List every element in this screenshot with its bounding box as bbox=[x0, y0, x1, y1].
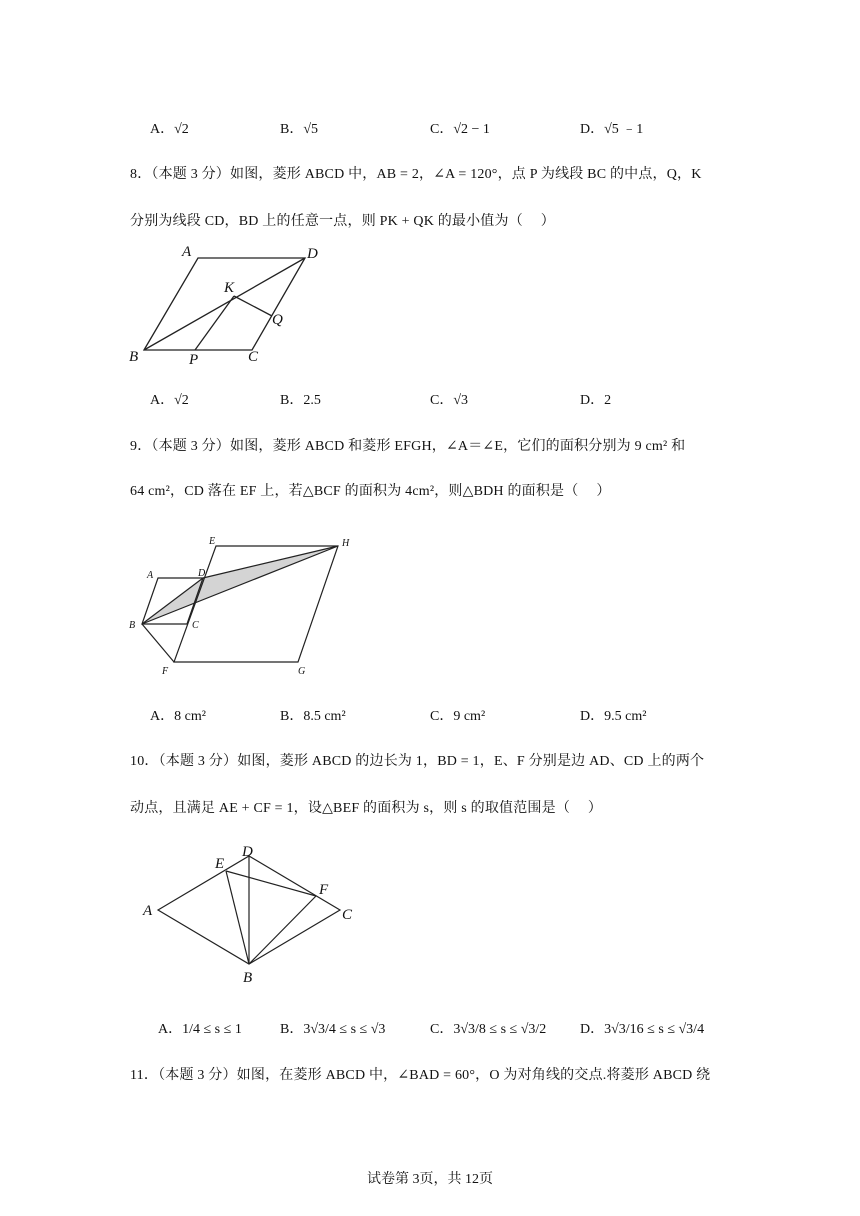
q9-label-c: C bbox=[192, 620, 199, 631]
q9-option-d: D．9.5 cm² bbox=[580, 709, 647, 724]
q10-label-e: E bbox=[215, 856, 225, 872]
q10-label-f: F bbox=[319, 882, 329, 898]
q10-option-b: B．3√3/4 ≤ s ≤ √3 bbox=[280, 1022, 386, 1037]
q7-option-b: B．√5 bbox=[280, 122, 319, 137]
q9-option-b: B．8.5 cm² bbox=[280, 709, 346, 724]
q8-text-line1: 8．（本题 3 分）如图，菱形 ABCD 中，AB = 2，∠A = 120°，点 P 为线段 BC 的中点，Q，K bbox=[130, 167, 702, 182]
rhombus-efgh bbox=[174, 546, 338, 662]
q8-figure bbox=[120, 240, 360, 370]
q8-label-q: Q bbox=[272, 312, 283, 328]
q7-option-c: C．√2 − 1 bbox=[430, 122, 490, 137]
q11-text-line1: 11．（本题 3 分）如图，在菱形 ABCD 中，∠BAD = 60°，O 为对角线的交点.将菱形 ABCD 绕 bbox=[130, 1068, 711, 1083]
segment-pk bbox=[195, 296, 234, 350]
q9-option-a: A．8 cm² bbox=[150, 709, 206, 724]
q9-label-e: E bbox=[209, 536, 216, 547]
q10-label-b: B bbox=[243, 970, 253, 986]
q8-option-d: D．2 bbox=[580, 393, 612, 408]
q8-label-b: B bbox=[129, 349, 139, 365]
q10-option-d: D．3√3/16 ≤ s ≤ √3/4 bbox=[580, 1022, 705, 1037]
q8-text-line2: 分别为线段 CD，BD 上的任意一点，则 PK + QK 的最小值为（ ） bbox=[130, 214, 556, 229]
q8-label-k: K bbox=[224, 280, 235, 296]
segment-be bbox=[226, 871, 249, 964]
q10-option-c: C．3√3/8 ≤ s ≤ √3/2 bbox=[430, 1022, 547, 1037]
q7-option-d: D．√5 ﹣1 bbox=[580, 122, 644, 137]
q9-option-c: C．9 cm² bbox=[430, 709, 486, 724]
q9-label-b: B bbox=[129, 620, 136, 631]
q8-option-b: B．2.5 bbox=[280, 393, 321, 408]
q8-label-a: A bbox=[182, 244, 192, 260]
segment-ef bbox=[226, 871, 316, 896]
q10-text-line2: 动点，且满足 AE + CF = 1，设△BEF 的面积为 s，则 s 的取值范围是（ ） bbox=[130, 801, 603, 816]
q8-option-a: A．√2 bbox=[150, 393, 189, 408]
q9-label-a: A bbox=[147, 570, 154, 581]
q10-label-a: A bbox=[143, 903, 153, 919]
q8-label-c: C bbox=[248, 349, 259, 365]
q7-option-a: A．√2 bbox=[150, 122, 189, 137]
segment-kq bbox=[234, 296, 272, 316]
q10-text-line1: 10．（本题 3 分）如图，菱形 ABCD 的边长为 1，BD = 1，E、F 分别是边 AD、CD 上的两个 bbox=[130, 754, 705, 769]
q9-text-line2: 64 cm²，CD 落在 EF 上，若△BCF 的面积为 4cm²，则△BDH 的面积是（ ） bbox=[130, 484, 611, 499]
q8-option-c: C．√3 bbox=[430, 393, 469, 408]
diagonal-bd bbox=[144, 258, 305, 350]
q8-label-d: D bbox=[307, 246, 318, 262]
q10-label-d: D bbox=[242, 844, 253, 860]
q10-figure bbox=[130, 838, 370, 988]
q9-label-g: G bbox=[298, 666, 306, 677]
q9-label-f: F bbox=[162, 666, 169, 677]
q9-label-d: D bbox=[198, 568, 206, 579]
q9-label-h: H bbox=[342, 538, 350, 549]
q9-figure bbox=[120, 530, 380, 680]
page-footer: 试卷第 3页，共 12页 bbox=[367, 1172, 493, 1187]
q9-text-line1: 9．（本题 3 分）如图，菱形 ABCD 和菱形 EFGH，∠A＝∠E，它们的面积分别为 9 cm² 和 bbox=[130, 439, 686, 454]
q10-option-a: A．1/4 ≤ s ≤ 1 bbox=[158, 1022, 242, 1037]
q8-label-p: P bbox=[189, 352, 199, 368]
q10-label-c: C bbox=[342, 907, 353, 923]
